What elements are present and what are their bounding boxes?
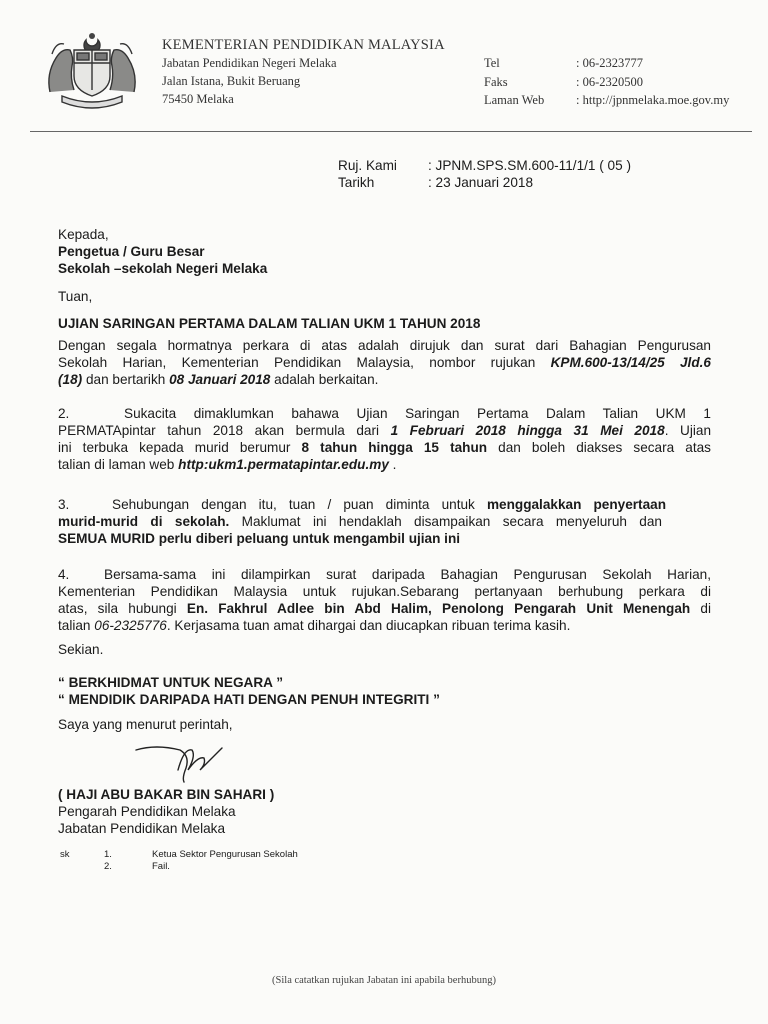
- age-range: 8 tahun hingga 15 tahun: [301, 440, 488, 455]
- para1-line-1: Dengan segala hormatnya perkara di atas adalah dirujuk dan surat dari Bahagian Pengurusan: [58, 338, 711, 353]
- para4-line-2: Kementerian Pendidikan Malaysia untuk rujukan.Sebarang pertanyaan berhubung perkara di: [58, 584, 711, 599]
- address-line-1: Jabatan Pendidikan Negeri Melaka: [162, 56, 337, 70]
- contact-person: En. Fakhrul Adlee bin Abd Halim, Penolong Pengarah Unit Menengah: [186, 601, 691, 616]
- para2-number: 2.: [58, 406, 70, 421]
- para3-line-2: murid-murid di sekolah. Maklumat ini hendaklah disampaikan secara menyeluruh dan: [58, 514, 662, 529]
- cc-label: sk: [60, 849, 70, 860]
- para3-line-3: SEMUA MURID perlu diberi peluang untuk mengambil ujian ini: [58, 531, 461, 546]
- cc-item-1-text: Ketua Sektor Pengurusan Sekolah: [152, 849, 298, 860]
- para2-line-3: ini terbuka kepada murid berumur 8 tahun hingga 15 tahun dan boleh diakses secara atas: [58, 440, 711, 455]
- para2-line-4: talian di laman web http:ukm1.permatapintar.edu.my .: [58, 457, 397, 472]
- footer-note: (Sila catatkan rujukan Jabatan ini apabila berhubung): [272, 975, 496, 986]
- tel-value: : 06-2323777: [576, 56, 644, 70]
- fax-value: : 06-2320500: [576, 75, 644, 89]
- kepada-label: Kepada,: [58, 227, 109, 242]
- tel-label: Tel: [484, 56, 500, 70]
- recipient-line-1: Pengetua / Guru Besar: [58, 244, 205, 259]
- tarikh-label: Tarikh: [338, 175, 375, 190]
- signer-title-2: Jabatan Pendidikan Melaka: [58, 821, 226, 836]
- address-line-3: 75450 Melaka: [162, 92, 234, 106]
- ruj-label: Ruj. Kami: [338, 158, 397, 173]
- para4-line-4: talian 06-2325776. Kerjasama tuan amat dihargai dan diucapkan ribuan terima kasih.: [58, 618, 571, 633]
- fax-label: Faks: [484, 75, 508, 89]
- para4-number: 4.: [58, 567, 70, 582]
- ruj-value: : JPNM.SPS.SM.600-11/1/1 ( 05 ): [428, 158, 631, 173]
- cc-item-2-number: 2.: [104, 861, 112, 872]
- ministry-name: KEMENTERIAN PENDIDIKAN MALAYSIA: [162, 37, 445, 53]
- cc-item-2-text: Fail.: [152, 861, 170, 872]
- subject-heading: UJIAN SARINGAN PERTAMA DALAM TALIAN UKM 1 TAHUN 2018: [58, 316, 481, 331]
- signer-title-1: Pengarah Pendidikan Melaka: [58, 804, 236, 819]
- contact-phone: 06-2325776: [94, 618, 167, 633]
- motto-line-1: “ BERKHIDMAT UNTUK NEGARA ”: [58, 675, 284, 690]
- para4-line-1: Bersama-sama ini dilampirkan surat daripada Bahagian Pengurusan Sekolah Harian,: [104, 567, 711, 582]
- para2-line-1: Sukacita dimaklumkan bahawa Ujian Saringan Pertama Dalam Talian UKM 1: [124, 406, 711, 421]
- website-link[interactable]: : http://jpnmelaka.moe.gov.my: [576, 93, 730, 107]
- saya-text: Saya yang menurut perintah,: [58, 717, 233, 732]
- header-divider: [30, 131, 752, 132]
- signer-name: ( HAJI ABU BAKAR BIN SAHARI ): [58, 787, 275, 802]
- website-label: Laman Web: [484, 93, 545, 107]
- para1-line-2: Sekolah Harian, Kementerian Pendidikan Malaysia, nombor rujukan KPM.600-13/14/25 Jld.6: [58, 355, 711, 370]
- cc-item-1-number: 1.: [104, 849, 112, 860]
- malaysia-coat-of-arms-icon: [36, 30, 148, 110]
- para3-number: 3.: [58, 497, 70, 512]
- test-period: 1 Februari 2018 hingga 31 Mei 2018: [390, 423, 665, 438]
- ukm1-website-link[interactable]: http:ukm1.permatapintar.edu.my: [178, 457, 389, 472]
- kpm-reference: KPM.600-13/14/25 Jld.6: [550, 355, 711, 370]
- salutation: Tuan,: [58, 289, 93, 304]
- tarikh-value: : 23 Januari 2018: [428, 175, 534, 190]
- recipient-line-2: Sekolah –sekolah Negeri Melaka: [58, 261, 268, 276]
- para2-line-2: PERMATApintar tahun 2018 akan bermula dari 1 Februari 2018 hingga 31 Mei 2018. Ujian: [58, 423, 711, 438]
- motto-line-2: “ MENDIDIK DARIPADA HATI DENGAN PENUH INTEGRITI ”: [58, 692, 440, 707]
- para1-date: 08 Januari 2018: [169, 372, 271, 387]
- closing-text: Sekian.: [58, 642, 104, 657]
- signature-image: [132, 736, 242, 784]
- para1-line-3: (18) dan bertarikh 08 Januari 2018 adalah berkaitan.: [58, 372, 379, 387]
- address-line-2: Jalan Istana, Bukit Beruang: [162, 74, 301, 88]
- para4-line-3: atas, sila hubungi En. Fakhrul Adlee bin Abd Halim, Penolong Pengarah Unit Menengah di: [58, 601, 711, 616]
- para3-line-1: Sehubungan dengan itu, tuan / puan diminta untuk menggalakkan penyertaan: [112, 497, 667, 512]
